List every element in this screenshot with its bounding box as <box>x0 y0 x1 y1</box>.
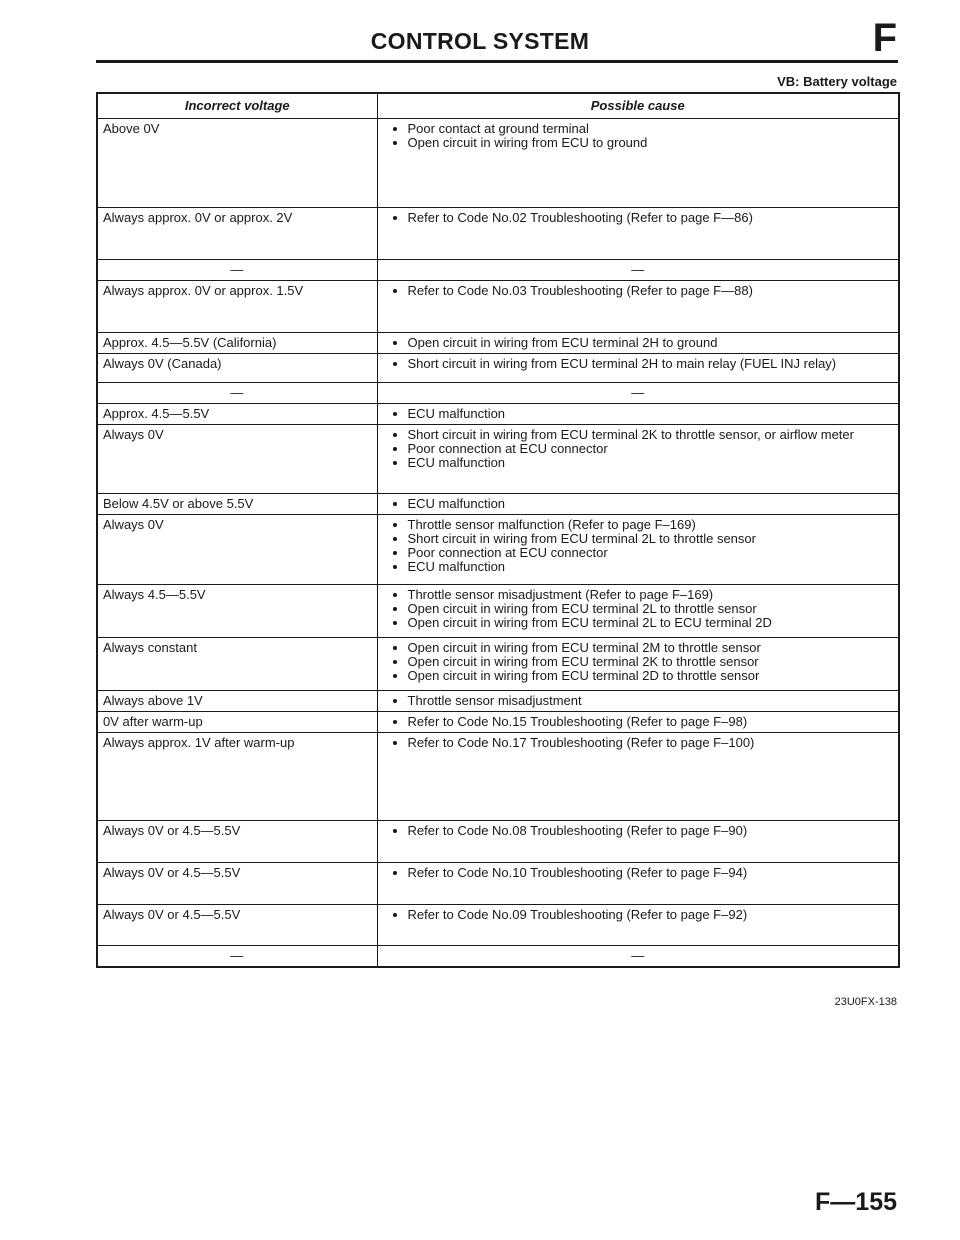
cause-list <box>384 518 893 574</box>
cause-item: • Open circuit in wiring from ECU terminal 2H to ground <box>408 336 893 350</box>
battery-voltage-note: VB: Battery voltage <box>777 74 897 89</box>
possible-cause-cell: — <box>377 383 899 404</box>
cause-list <box>384 736 893 750</box>
cause-list <box>384 336 893 350</box>
cause-item: • Refer to Code No.08 Troubleshooting (Refer to page F–90) <box>408 824 893 838</box>
table-row <box>97 260 899 281</box>
cause-item: • Throttle sensor misadjustment (Refer to page F–169) <box>408 588 893 602</box>
incorrect-voltage-cell: Below 4.5V or above 5.5V <box>97 494 377 515</box>
incorrect-voltage-cell: Above 0V <box>97 119 377 208</box>
table-row <box>97 515 899 585</box>
cause-list <box>384 428 893 470</box>
incorrect-voltage-cell: Approx. 4.5—5.5V (California) <box>97 333 377 354</box>
table-row <box>97 905 899 946</box>
cause-list <box>384 824 893 838</box>
incorrect-voltage-cell: Always 0V (Canada) <box>97 354 377 383</box>
cause-item: • Refer to Code No.03 Troubleshooting (Refer to page F—88) <box>408 284 893 298</box>
table-row <box>97 333 899 354</box>
table-row <box>97 821 899 863</box>
table-row <box>97 638 899 691</box>
possible-cause-cell <box>377 905 899 946</box>
possible-cause-cell: — <box>377 260 899 281</box>
troubleshooting-table <box>96 92 900 968</box>
possible-cause-cell <box>377 821 899 863</box>
table-row <box>97 208 899 260</box>
cause-item: • Poor contact at ground terminal <box>408 122 893 136</box>
table-row <box>97 404 899 425</box>
cause-item: • Short circuit in wiring from ECU terminal 2H to main relay (FUEL INJ relay) <box>408 357 893 371</box>
possible-cause-cell <box>377 638 899 691</box>
cause-list <box>384 211 893 225</box>
cause-list <box>384 497 893 511</box>
incorrect-voltage-cell: — <box>97 946 377 968</box>
cause-list <box>384 694 893 708</box>
table-row <box>97 691 899 712</box>
cause-item: • Open circuit in wiring from ECU terminal 2L to ECU terminal 2D <box>408 616 893 630</box>
incorrect-voltage-cell: Always approx. 0V or approx. 1.5V <box>97 281 377 333</box>
cause-item: • Refer to Code No.02 Troubleshooting (Refer to page F—86) <box>408 211 893 225</box>
cause-item: • Open circuit in wiring from ECU terminal 2L to throttle sensor <box>408 602 893 616</box>
table-row <box>97 712 899 733</box>
cause-item: • Throttle sensor misadjustment <box>408 694 893 708</box>
cause-item: • Refer to Code No.10 Troubleshooting (Refer to page F–94) <box>408 866 893 880</box>
table-row <box>97 494 899 515</box>
possible-cause-cell <box>377 333 899 354</box>
cause-item: • Poor connection at ECU connector <box>408 546 893 560</box>
incorrect-voltage-cell: Always 0V or 4.5—5.5V <box>97 905 377 946</box>
incorrect-voltage-cell: Always 4.5—5.5V <box>97 585 377 638</box>
cause-item: • ECU malfunction <box>408 407 893 421</box>
table-row <box>97 425 899 494</box>
possible-cause-cell <box>377 208 899 260</box>
incorrect-voltage-cell: 0V after warm-up <box>97 712 377 733</box>
cause-list <box>384 407 893 421</box>
figure-code: 23U0FX-138 <box>834 996 897 1008</box>
table-row <box>97 119 899 208</box>
incorrect-voltage-cell: — <box>97 383 377 404</box>
possible-cause-cell <box>377 494 899 515</box>
cause-item: • ECU malfunction <box>408 497 893 511</box>
cause-list <box>384 866 893 880</box>
incorrect-voltage-cell: Always approx. 0V or approx. 2V <box>97 208 377 260</box>
page-number: F—155 <box>815 1188 897 1216</box>
cause-list <box>384 588 893 630</box>
page-title: CONTROL SYSTEM <box>370 28 590 54</box>
cause-list <box>384 641 893 683</box>
possible-cause-cell <box>377 515 899 585</box>
possible-cause-cell <box>377 404 899 425</box>
cause-item: • Short circuit in wiring from ECU terminal 2K to throttle sensor, or airflow meter <box>408 428 893 442</box>
cause-item: • Open circuit in wiring from ECU to ground <box>408 136 893 150</box>
cause-item: • ECU malfunction <box>408 456 893 470</box>
cause-list <box>384 122 893 150</box>
possible-cause-header: Possible cause <box>377 93 899 119</box>
possible-cause-cell <box>377 585 899 638</box>
possible-cause-cell <box>377 712 899 733</box>
incorrect-voltage-cell: — <box>97 260 377 281</box>
table-row <box>97 585 899 638</box>
cause-item: • Refer to Code No.17 Troubleshooting (Refer to page F–100) <box>408 736 893 750</box>
possible-cause-cell <box>377 733 899 821</box>
table-row <box>97 354 899 383</box>
table-row <box>97 733 899 821</box>
possible-cause-cell <box>377 425 899 494</box>
title-rule <box>96 60 898 63</box>
cause-list <box>384 357 893 371</box>
cause-list <box>384 715 893 729</box>
possible-cause-cell <box>377 691 899 712</box>
incorrect-voltage-cell: Always 0V <box>97 425 377 494</box>
incorrect-voltage-cell: Always 0V or 4.5—5.5V <box>97 863 377 905</box>
cause-item: • Short circuit in wiring from ECU terminal 2L to throttle sensor <box>408 532 893 546</box>
incorrect-voltage-header: Incorrect voltage <box>97 93 377 119</box>
possible-cause-cell <box>377 354 899 383</box>
incorrect-voltage-cell: Always 0V <box>97 515 377 585</box>
cause-item: • ECU malfunction <box>408 560 893 574</box>
cause-item: • Refer to Code No.15 Troubleshooting (Refer to page F–98) <box>408 715 893 729</box>
cause-item: • Poor connection at ECU connector <box>408 442 893 456</box>
cause-item: • Throttle sensor malfunction (Refer to page F–169) <box>408 518 893 532</box>
possible-cause-cell <box>377 119 899 208</box>
section-letter: F <box>872 16 897 60</box>
incorrect-voltage-cell: Always above 1V <box>97 691 377 712</box>
cause-list <box>384 284 893 298</box>
table-row <box>97 281 899 333</box>
cause-item: • Open circuit in wiring from ECU terminal 2M to throttle sensor <box>408 641 893 655</box>
incorrect-voltage-cell: Approx. 4.5—5.5V <box>97 404 377 425</box>
cause-list <box>384 908 893 922</box>
cause-item: • Open circuit in wiring from ECU terminal 2K to throttle sensor <box>408 655 893 669</box>
cause-item: • Refer to Code No.09 Troubleshooting (Refer to page F–92) <box>408 908 893 922</box>
incorrect-voltage-cell: Always 0V or 4.5—5.5V <box>97 821 377 863</box>
possible-cause-cell <box>377 863 899 905</box>
table-row <box>97 863 899 905</box>
cause-item: • Open circuit in wiring from ECU terminal 2D to throttle sensor <box>408 669 893 683</box>
incorrect-voltage-cell: Always constant <box>97 638 377 691</box>
table-row <box>97 383 899 404</box>
possible-cause-cell <box>377 281 899 333</box>
incorrect-voltage-cell: Always approx. 1V after warm-up <box>97 733 377 821</box>
possible-cause-cell: — <box>377 946 899 968</box>
table-header-row <box>97 93 899 119</box>
table-row <box>97 946 899 968</box>
